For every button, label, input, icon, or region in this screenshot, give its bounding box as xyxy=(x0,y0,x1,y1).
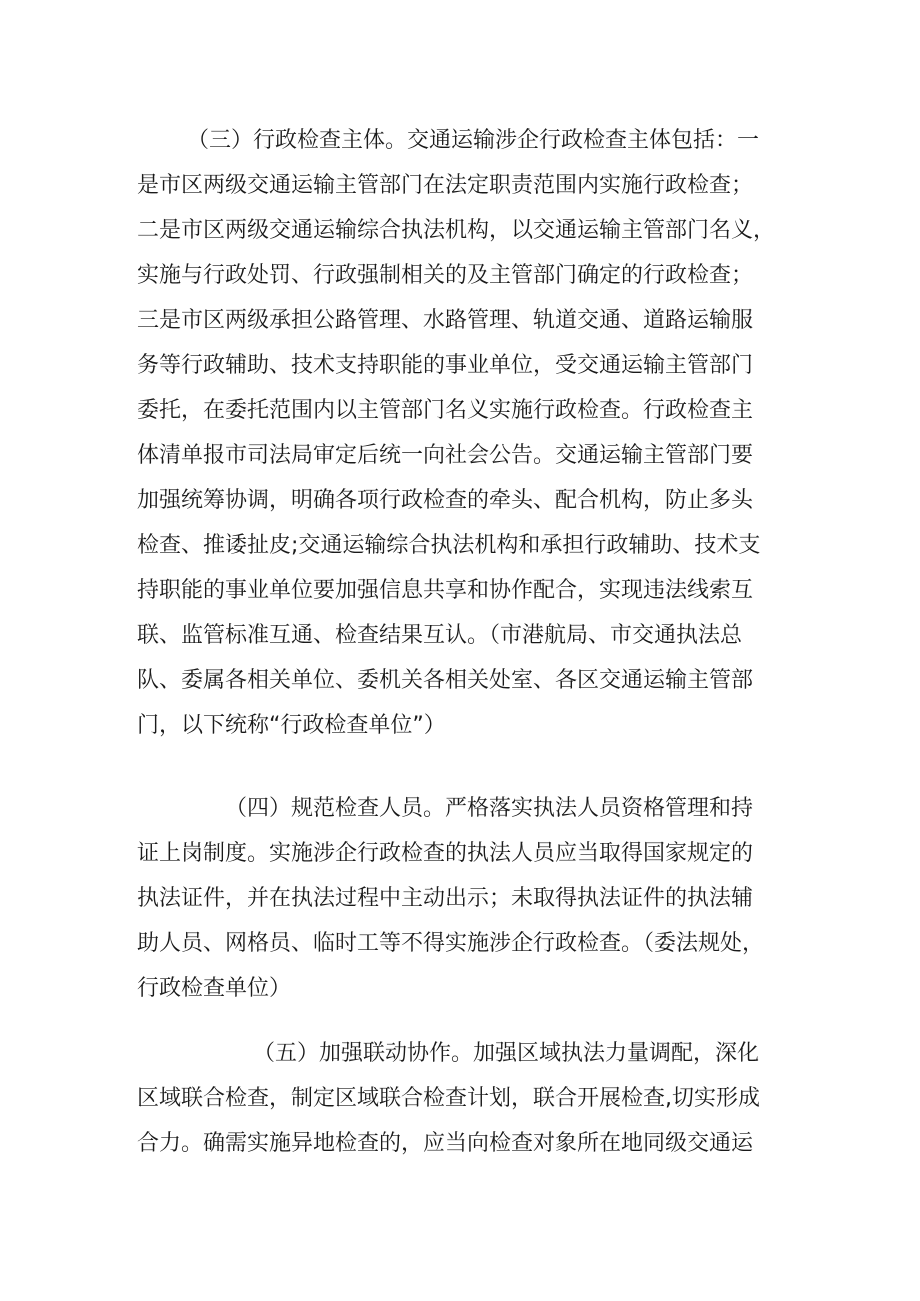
text-line: （三）行政检查主体。交通运输涉企行政检查主体包括：一 xyxy=(187,128,760,153)
text-line: 执法证件，并在执法过程中主动出示；未取得执法证件的执法辅 xyxy=(137,886,754,911)
text-line: 二是市区两级交通运输综合执法机构，以交通运输主管部门名义， xyxy=(137,218,776,243)
text-line: 门，以下统称“行政检查单位”） xyxy=(137,713,446,738)
text-line: 区域联合检查，制定区域联合检查计划，联合开展检查,切实形成 xyxy=(137,1086,760,1111)
paragraph-standardize-inspectors xyxy=(137,786,797,1011)
text-line: 委托，在委托范围内以主管部门名义实施行政检查。行政检查主 xyxy=(137,398,754,423)
text-line: 体清单报市司法局审定后统一向社会公告。交通运输主管部门要 xyxy=(137,443,754,468)
text-line: 队、委属各相关单位、委机关各相关处室、各区交通运输主管部 xyxy=(137,668,754,693)
text-line: 务等行政辅助、技术支持职能的事业单位，受交通运输主管部门 xyxy=(137,353,754,378)
text-line: 助人员、网格员、临时工等不得实施涉企行政检查。（委法规处， xyxy=(137,931,765,956)
text-line: 证上岗制度。实施涉企行政检查的执法人员应当取得国家规定的 xyxy=(137,841,754,866)
text-line: 联、监管标准互通、检查结果互认。（市港航局、市交通执法总 xyxy=(137,623,743,648)
text-line: 合力。确需实施异地检查的，应当向检查对象所在地同级交通运 xyxy=(137,1131,754,1156)
text-line: 三是市区两级承担公路管理、水路管理、轨道交通、道路运输服 xyxy=(137,308,754,333)
text-line: 加强统筹协调，明确各项行政检查的牵头、配合机构，防止多头 xyxy=(137,488,754,513)
text-line: 持职能的事业单位要加强信息共享和协作配合，实现违法线索互 xyxy=(137,578,754,603)
text-line: （五）加强联动协作。加强区域执法力量调配，深化 xyxy=(253,1041,760,1066)
text-line: 行政检查单位） xyxy=(137,976,292,1001)
text-line: 实施与行政处罚、行政强制相关的及主管部门确定的行政检查； xyxy=(137,263,754,288)
text-line: （四）规范检查人员。严格落实执法人员资格管理和持 xyxy=(225,796,754,821)
text-line: 是市区两级交通运输主管部门在法定职责范围内实施行政检查； xyxy=(137,173,754,198)
text-line: 检查、推诿扯皮;交通运输综合执法机构和承担行政辅助、技术支 xyxy=(137,533,761,558)
paragraph-strengthen-coordination xyxy=(137,1031,797,1166)
paragraph-administrative-inspection-subject xyxy=(137,118,797,748)
